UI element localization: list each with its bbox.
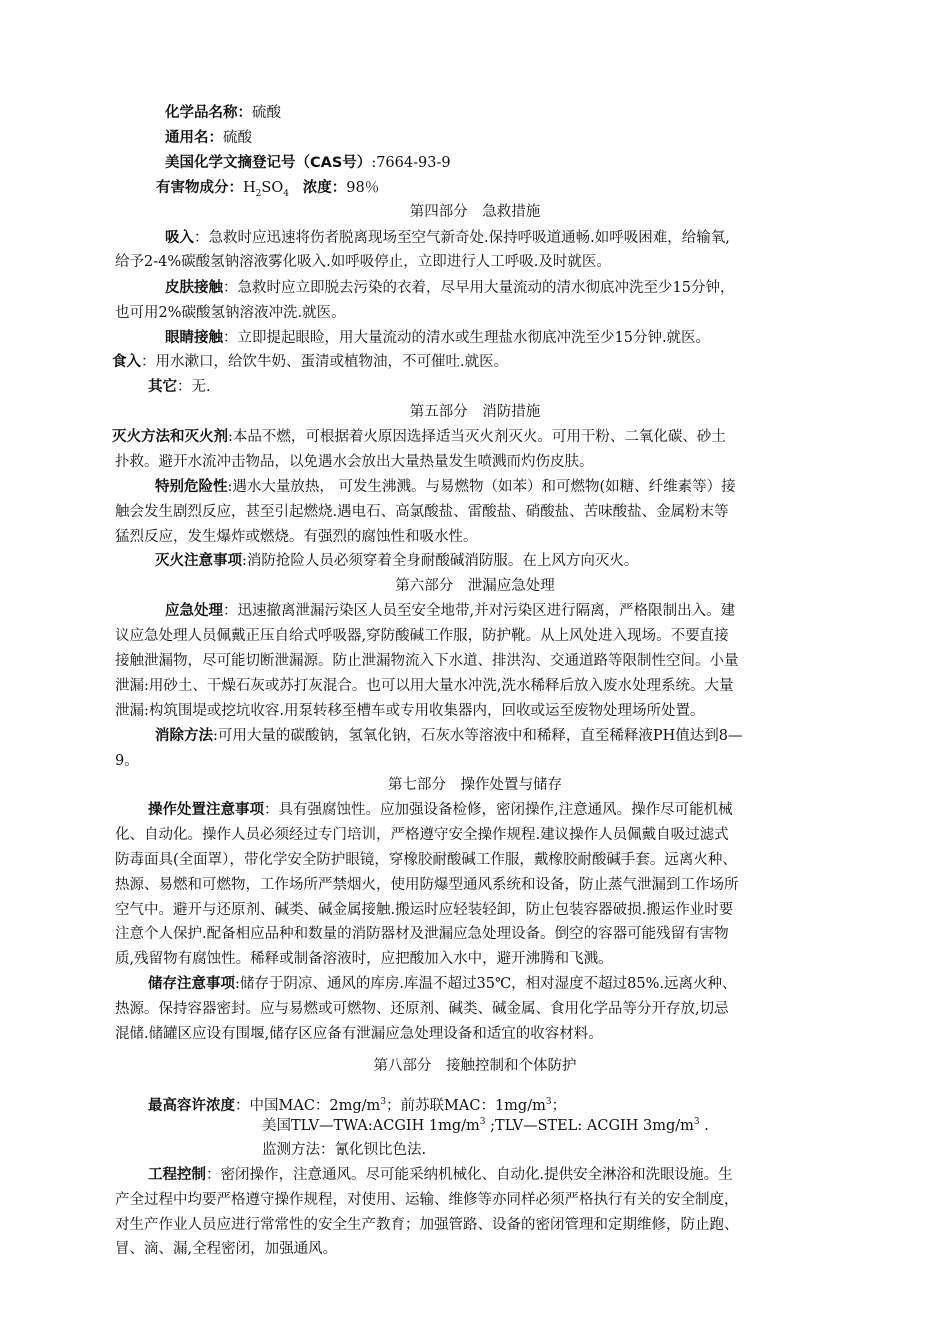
method-line1	[112, 428, 726, 446]
hazard-label: 有害物成分：	[156, 180, 243, 196]
store-label: 储存注意事项	[148, 976, 235, 992]
common-name-label: 通用名：	[165, 130, 223, 146]
danger-line3: 猛烈反应，发生爆炸或燃烧。有强烈的腐蚀性和吸水性。	[115, 529, 478, 545]
max-sup2: 3	[545, 1097, 552, 1108]
danger-label: 特别危险性	[155, 479, 228, 495]
method-line2: 扑救。避开水流冲击物品，以免遇水会放出大量热量发生喷溅而灼伤皮肤。	[115, 454, 594, 470]
max-text1c: ；前苏联MAC：1mg/m	[386, 1098, 546, 1114]
inhale-line2: 给予2-4%碳酸氢钠溶液雾化吸入.如呼吸停止，立即进行人工呼吸.及时就医。	[115, 254, 611, 270]
emerg-line3: 接触泄漏物，尽可能切断泄漏源。防止泄漏物流入下水道、排洪沟、交通道路等限制性空间。小量	[115, 653, 739, 669]
eng-line4: 冒、滴、漏,全程密闭，加强通风。	[115, 1241, 338, 1257]
skin-line2: 也可用2%碳酸氢钠溶液冲洗.就医。	[115, 305, 346, 321]
emerg-line4: 泄漏:用砂土、干燥石灰或苏打灰混合。也可以用大量水冲洗,洗水稀释后放入废水处理系统。大量	[115, 678, 734, 694]
common-name-line	[165, 129, 252, 147]
conc-label: 浓度：	[302, 180, 347, 196]
op-line7: 质,残留物有腐蚀性。稀释或制备溶液时，应把酸加入水中，避开沸腾和飞溅。	[115, 951, 613, 967]
formula-sub-2: 2	[255, 188, 262, 199]
max-line1	[148, 1097, 566, 1115]
cas-value: :7664-93-9	[371, 155, 451, 171]
op-line1	[148, 801, 733, 819]
store-line3: 混储.储罐区应设有围堰,储存区应备有泄漏应急处理设备和适宜的收容材料。	[115, 1026, 603, 1042]
eye-label: 眼睛接触	[165, 330, 223, 346]
op-line6: 注意个人保护.配备相应品种和数量的消防器材及泄漏应急处理设备。倒空的容器可能残留有害物	[115, 926, 729, 942]
max-sup1: 3	[380, 1097, 387, 1108]
store-line2: 热源。保持容器密封。应与易燃或可燃物、还原剂、碱类、碱金属、食用化学品等分开存放,切忌	[115, 1001, 729, 1017]
cas-line	[165, 154, 451, 172]
max-line3: 监测方法：氰化钡比色法.	[262, 1142, 427, 1158]
common-name-value: 硫酸	[223, 130, 252, 146]
emerg-line5: 泄漏:构筑围堤或挖坑收容.用泵转移至槽车或专用收集器内，回收或运至废物处理场所处置。	[115, 703, 705, 719]
op-line4: 热源、易燃和可燃物，工作场所严禁烟火，使用防爆型通风系统和设备，防止蒸气泄漏到工作场所	[115, 877, 739, 893]
op-label: 操作处置注意事项	[148, 802, 264, 818]
elim-text1: :可用大量的碳酸钠，氢氧化钠，石灰水等溶液中和稀释，直至稀释液PH值达到8—	[213, 728, 743, 744]
op-line5: 空气中。避开与还原剂、碱类、碱金属接触.搬运时应轻装轻卸，防止包装容器破损.搬运作业时要	[115, 902, 734, 918]
emerg-text1: ：迅速撤离泄漏污染区人员至安全地带,并对污染区进行隔离，严格限制出入。建	[223, 603, 736, 619]
emerg-line2: 议应急处理人员佩戴正压自给式呼吸器,穿防酸碱工作服，防护靴。从上风处进入现场。不要直接	[115, 628, 729, 644]
section7-title: 第七部分 操作处置与储存	[388, 777, 562, 793]
emerg-label: 应急处理	[165, 603, 223, 619]
fire-note-text: :消防抢险人员必须穿着全身耐酸碱消防服。在上风方向灭火。	[242, 553, 639, 569]
eat-label: 食入	[112, 354, 141, 370]
eat-text: ：用水漱口，给饮牛奶、蛋清或植物油，不可催吐.就医。	[141, 354, 509, 370]
chem-name-line	[165, 104, 281, 122]
emerg-line1	[165, 602, 735, 620]
max-line2	[262, 1117, 709, 1135]
eng-line3: 对生产作业人员应进行常常性的安全生产教育；加强管路、设备的密闭管理和定期维修，防止跑、	[115, 1217, 739, 1233]
store-text1: :储存于阴凉、通风的库房.库温不超过35℃，相对湿度不超过85%.远离火种、	[235, 976, 737, 992]
fire-note-line	[155, 552, 638, 570]
section6-title: 第六部分 泄漏应急处理	[395, 578, 555, 594]
inhale-label: 吸入	[165, 230, 194, 246]
danger-line2: 触会发生剧烈反应，甚至引起燃烧.遇电石、高氯酸盐、雷酸盐、硝酸盐、苦味酸盐、金属粉末等	[115, 504, 729, 520]
danger-line1	[155, 478, 736, 496]
skin-line1	[165, 279, 734, 297]
section5-title: 第五部分 消防措施	[409, 404, 541, 420]
other-line	[148, 378, 211, 396]
hazard-line	[156, 179, 379, 197]
op-text1: ：具有强腐蚀性。应加强设备检修，密闭操作,注意通风。操作尽可能机械	[264, 802, 733, 818]
method-text1: :本品不燃，可根据着火原因选择适当灭火剂灭火。可用干粉、二氧化碳、砂土	[228, 429, 726, 445]
eye-line	[165, 329, 710, 347]
section4-title: 第四部分 急救措施	[409, 204, 541, 220]
cas-label: 美国化学文摘登记号（CAS号）	[165, 155, 372, 171]
inhale-line1	[165, 229, 730, 247]
max-label: 最高容许浓度	[148, 1098, 235, 1114]
formula-h: H	[243, 180, 256, 196]
chem-name-label: 化学品名称：	[165, 105, 252, 121]
fire-note-label: 灭火注意事项	[155, 553, 242, 569]
eng-line1	[148, 1166, 733, 1184]
elim-label: 消除方法	[155, 728, 213, 744]
conc-value: 98％	[346, 180, 380, 196]
danger-text1: :遇水大量放热， 可发生沸溅。与易燃物（如苯）和可燃物(如糖、纤维素等）接	[227, 479, 736, 495]
formula-sub-4: 4	[283, 188, 289, 199]
op-line2: 化、自动化。操作人员必须经过专门培训，严格遵守安全操作规程.建议操作人员佩戴自吸过滤式	[115, 827, 729, 843]
skin-text1: ：急救时应立即脱去污染的衣着，尽早用大量流动的清水彻底冲洗至少15分钟，	[223, 280, 735, 296]
eng-line2: 产全过程中均要严格遵守操作规程，对使用、运输、维修等亦同样必须严格执行有关的安全制度，	[115, 1192, 739, 1208]
max-text1a: ：中国MAC：2mg/m	[235, 1098, 381, 1114]
max-text1e: ；	[551, 1098, 567, 1114]
op-line3: 防毒面具(全面罩），带化学安全防护眼镜，穿橡胶耐酸碱工作服，戴橡胶耐酸碱手套。远离火种、	[115, 852, 737, 868]
other-text: ：无.	[177, 379, 211, 395]
max-text2e: .	[699, 1118, 709, 1134]
eng-label: 工程控制	[148, 1167, 206, 1183]
eng-text1: ：密闭操作，注意通风。尽可能采纳机械化、自动化.提供安全淋浴和洗眼设施。生	[206, 1167, 733, 1183]
other-label: 其它	[148, 379, 177, 395]
max-text2a: 美国TLV—TWA:ACGIH 1mg/m	[262, 1118, 480, 1134]
method-label: 灭火方法和灭火剂	[112, 429, 228, 445]
formula	[243, 180, 289, 199]
max-sup3: 3	[479, 1117, 486, 1128]
eye-text: ：立即提起眼睑，用大量流动的清水或生理盐水彻底冲洗至少15分钟.就医。	[223, 330, 711, 346]
max-sup4: 3	[693, 1117, 700, 1128]
section8-title: 第八部分 接触控制和个体防护	[373, 1058, 577, 1074]
skin-label: 皮肤接触	[165, 280, 223, 296]
elim-line1	[155, 727, 743, 745]
eat-line	[112, 353, 508, 371]
store-line1	[148, 975, 737, 993]
formula-so: SO	[261, 180, 284, 196]
chem-name-value: 硫酸	[252, 105, 281, 121]
inhale-text1: ：急救时应迅速将伤者脱离现场至空气新奇处.保持呼吸道通畅.如呼吸困难，给输氧,	[194, 230, 730, 246]
max-text2c: ;TLV—STEL: ACGIH 3mg/m	[485, 1118, 694, 1134]
elim-line2: 9。	[115, 753, 139, 769]
